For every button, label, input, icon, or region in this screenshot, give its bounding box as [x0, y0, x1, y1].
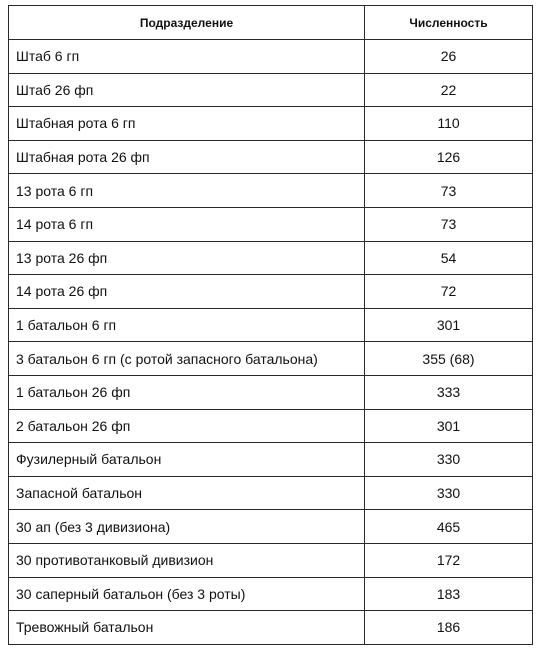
strength-cell: 73 — [365, 207, 533, 241]
unit-cell: 14 рота 6 гп — [9, 207, 365, 241]
unit-cell: Штаб 26 фп — [9, 73, 365, 107]
strength-cell: 465 — [365, 510, 533, 544]
strength-cell: 330 — [365, 476, 533, 510]
table-row — [9, 140, 533, 174]
unit-cell: 30 саперный батальон (без 3 роты) — [9, 577, 365, 611]
unit-cell: Фузилерный батальон — [9, 443, 365, 477]
unit-cell: Штаб 6 гп — [9, 40, 365, 74]
unit-cell: Штабная рота 26 фп — [9, 140, 365, 174]
strength-cell: 110 — [365, 107, 533, 141]
table-row — [9, 207, 533, 241]
unit-cell: 14 рота 26 фп — [9, 275, 365, 309]
column-header-strength: Численность — [365, 6, 533, 40]
strength-cell: 301 — [365, 409, 533, 443]
table-row — [9, 543, 533, 577]
table-row — [9, 510, 533, 544]
unit-cell: Запасной батальон — [9, 476, 365, 510]
strength-cell: 330 — [365, 443, 533, 477]
unit-cell: 1 батальон 6 гп — [9, 308, 365, 342]
unit-cell: 2 батальон 26 фп — [9, 409, 365, 443]
strength-cell: 333 — [365, 375, 533, 409]
unit-cell: 1 батальон 26 фп — [9, 375, 365, 409]
table-row — [9, 40, 533, 74]
table-row — [9, 73, 533, 107]
strength-cell: 183 — [365, 577, 533, 611]
unit-strength-table — [8, 5, 533, 645]
strength-cell: 54 — [365, 241, 533, 275]
table-body — [9, 40, 533, 645]
header-row — [9, 6, 533, 40]
table-row — [9, 409, 533, 443]
table-row — [9, 476, 533, 510]
unit-cell: 30 противотанковый дивизион — [9, 543, 365, 577]
table-row — [9, 107, 533, 141]
strength-cell: 22 — [365, 73, 533, 107]
table-row — [9, 308, 533, 342]
unit-cell: 3 батальон 6 гп (с ротой запасного батальона) — [9, 342, 365, 376]
unit-cell: Штабная рота 6 гп — [9, 107, 365, 141]
table-row — [9, 241, 533, 275]
strength-cell: 172 — [365, 543, 533, 577]
table-row — [9, 275, 533, 309]
table-row — [9, 174, 533, 208]
unit-cell: Тревожный батальон — [9, 611, 365, 645]
strength-cell: 301 — [365, 308, 533, 342]
strength-cell: 355 (68) — [365, 342, 533, 376]
table-row — [9, 342, 533, 376]
table-row — [9, 611, 533, 645]
unit-cell: 13 рота 6 гп — [9, 174, 365, 208]
strength-cell: 186 — [365, 611, 533, 645]
table-row — [9, 375, 533, 409]
strength-cell: 126 — [365, 140, 533, 174]
table-header — [9, 6, 533, 40]
table-row — [9, 443, 533, 477]
table-row — [9, 577, 533, 611]
column-header-unit: Подразделение — [9, 6, 365, 40]
unit-cell: 30 ап (без 3 дивизиона) — [9, 510, 365, 544]
unit-cell: 13 рота 26 фп — [9, 241, 365, 275]
strength-cell: 26 — [365, 40, 533, 74]
strength-cell: 73 — [365, 174, 533, 208]
strength-cell: 72 — [365, 275, 533, 309]
